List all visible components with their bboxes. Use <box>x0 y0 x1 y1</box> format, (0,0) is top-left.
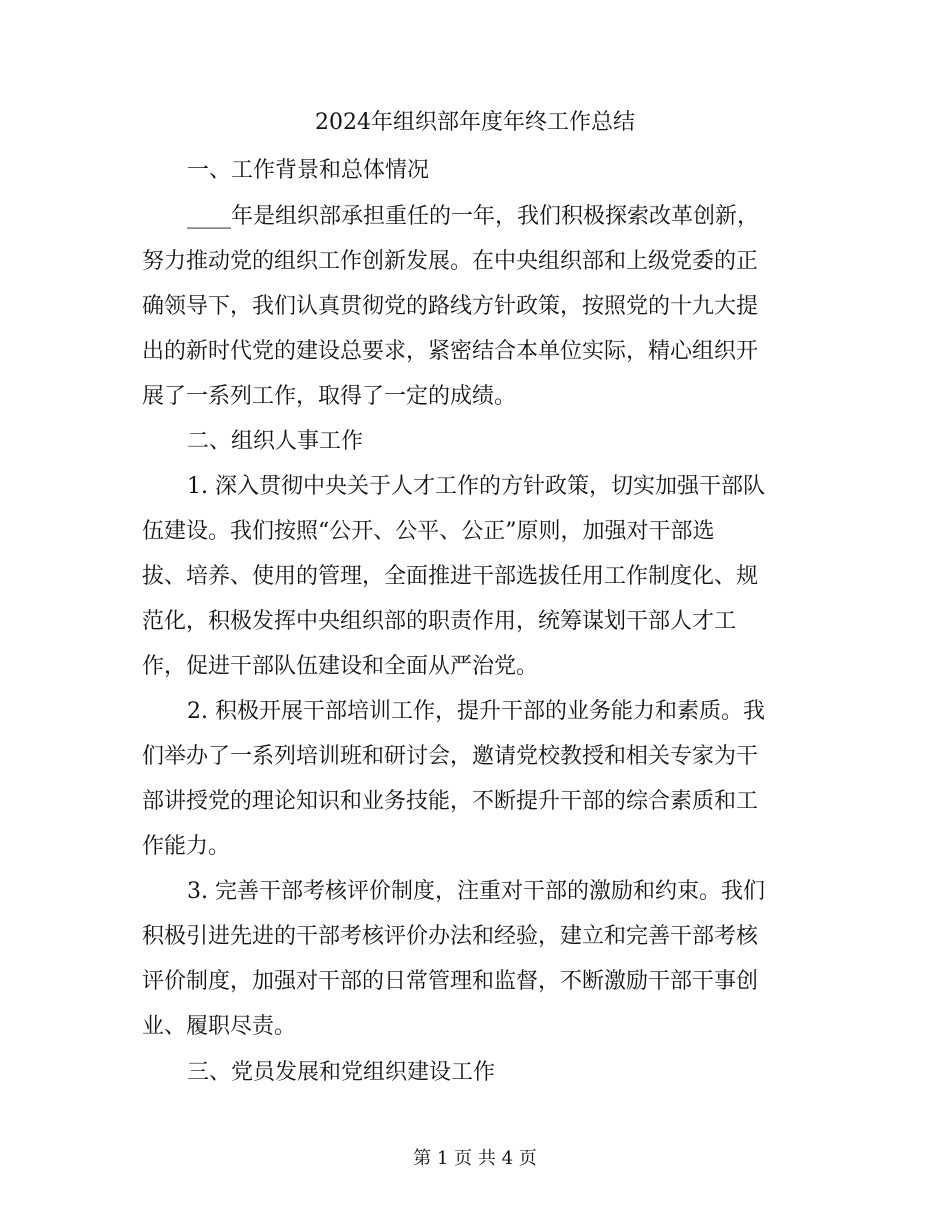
paragraph-line: 确领导下，我们认真贯彻党的路线方针政策，按照党的十九大提 <box>142 294 759 319</box>
paragraph-line: 积极引进先进的干部考核评价办法和经验，建立和完善干部考核 <box>142 924 759 949</box>
paragraph-line: ____年是组织部承担重任的一年，我们积极探索改革创新， <box>187 204 760 229</box>
section-heading-2: 二、组织人事工作 <box>187 429 364 454</box>
paragraph-line: 1. 深入贯彻中央关于人才工作的方针政策，切实加强干部队 <box>187 474 765 499</box>
section-heading-3: 三、党员发展和党组织建设工作 <box>187 1060 496 1085</box>
paragraph-line: 评价制度，加强对干部的日常管理和监督，不断激励干部干事创 <box>142 969 759 994</box>
document-title: 2024年组织部年度年终工作总结 <box>315 110 635 135</box>
paragraph-line: 范化，积极发挥中央组织部的职责作用，统筹谋划干部人才工 <box>142 609 737 634</box>
paragraph-line: 展了一系列工作，取得了一定的成绩。 <box>142 384 517 409</box>
paragraph-line: 业、履职尽责。 <box>142 1014 297 1039</box>
paragraph-line: 部讲授党的理论知识和业务技能，不断提升干部的综合素质和工 <box>142 789 759 814</box>
paragraph-line: 作，促进干部队伍建设和全面从严治党。 <box>142 654 539 679</box>
page-number: 第 1 页 共 4 页 <box>413 1148 537 1169</box>
paragraph-line: 拔、培养、使用的管理，全面推进干部选拔任用工作制度化、规 <box>142 564 759 589</box>
paragraph-line: 努力推动党的组织工作创新发展。在中央组织部和上级党委的正 <box>142 249 759 274</box>
paragraph-line: 出的新时代党的建设总要求，紧密结合本单位实际，精心组织开 <box>142 339 759 364</box>
paragraph-line: 2. 积极开展干部培训工作，提升干部的业务能力和素质。我 <box>187 699 765 724</box>
paragraph-line: 伍建设。我们按照“公开、公平、公正”原则，加强对干部选 <box>142 519 715 544</box>
paragraph-line: 3. 完善干部考核评价制度，注重对干部的激励和约束。我们 <box>187 879 765 904</box>
paragraph-line: 们举办了一系列培训班和研讨会，邀请党校教授和相关专家为干 <box>142 744 759 769</box>
section-heading-1: 一、工作背景和总体情况 <box>187 158 430 183</box>
paragraph-line: 作能力。 <box>142 834 231 859</box>
